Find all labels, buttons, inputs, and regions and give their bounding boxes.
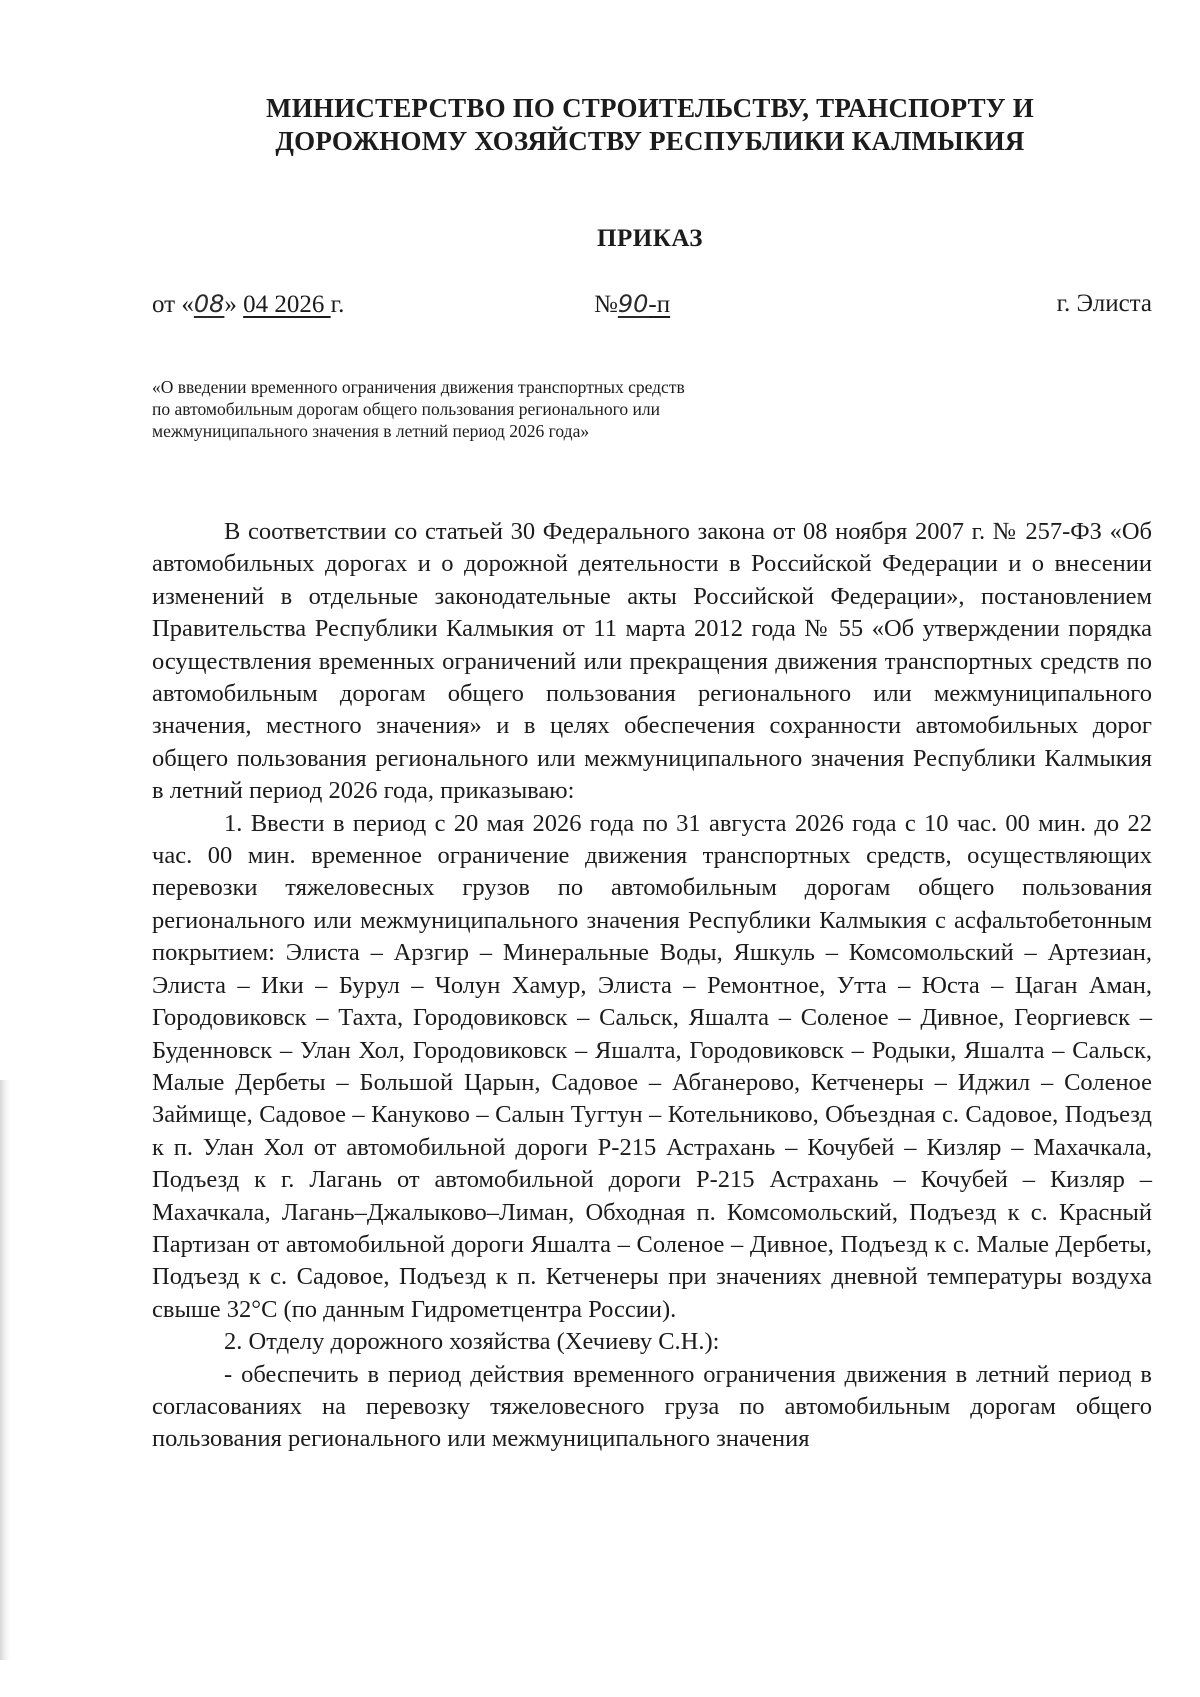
order-subject bbox=[152, 376, 832, 442]
date-day-handwritten: 08 bbox=[193, 290, 225, 318]
order-meta-row bbox=[152, 290, 1152, 324]
scan-edge-shadow bbox=[0, 1080, 10, 1660]
order-city: г. Элиста bbox=[1056, 290, 1152, 317]
date-month-year: 04 2026 bbox=[243, 291, 331, 318]
subject-line-1: «О введении временного ограничения движения транспортных средств bbox=[152, 377, 685, 397]
order-body bbox=[152, 516, 1152, 1456]
date-prefix: от « bbox=[152, 291, 194, 318]
order-date bbox=[152, 290, 344, 319]
date-mid: » bbox=[224, 291, 244, 318]
order-number bbox=[594, 290, 670, 319]
item-2-subparagraph: - обеспечить в период действия временного ограничения движения в летний период в согласованиях на перевозку тяжеловесного груза по автомобильным дорогам общего пользования регионального или межмуниципального значения bbox=[152, 1360, 1152, 1453]
ministry-heading bbox=[150, 92, 1150, 158]
preamble-paragraph: В соответствии со статьей 30 Федерального закона от 08 ноября 2007 г. № 257-ФЗ «Об автомобильных дорогах и о дорожной деятельности в Российской Федерации и о внесении изменений в отдельные законодательные акты Российской Федерации», постановлением Правительства Республики Калмыкия от 11 марта 2012 года № 55 «Об утверждении порядка осуществления временных ограничений или прекращения движения транспортных средств по автомобильным дорогам общего пользования регионального или межмуниципального значения, местного значения» и в целях обеспечения сохранности автомобильных дорог общего пользования регионального или межмуниципального значения Республики Калмыкия в летний период 2026 года, приказываю: bbox=[152, 518, 1152, 805]
ministry-heading-line-2: ДОРОЖНОМУ ХОЗЯЙСТВУ РЕСПУБЛИКИ КАЛМЫКИЯ bbox=[275, 126, 1025, 156]
subject-line-2: по автомобильным дорогам общего пользования регионального или bbox=[152, 399, 660, 419]
item-1-paragraph: 1. Ввести в период с 20 мая 2026 года по 31 августа 2026 года с 10 час. 00 мин. до 22 час. 00 мин. временное ограничение движения транспортных средств, осуществляющих перевозки тяжеловесных грузов по автомобильным дорогам общего пользования регионального или межмуниципального значения Республики Калмыкия с асфальтобетонным покрытием: Элиста – Арзгир – Минеральные Воды, Яшкуль – Комсомольский – Артезиан, Элиста – Ики – Бурул – Чолун Хамур, Элиста – Ремонтное, Утта – Юста – Цаган Аман, Городовиковск – Тахта, Городовиковск – Сальск, Яшалта – Соленое – Дивное, Георгиевск – Буденновск – Улан Хол, Городовиковск – Яшалта, Городовиковск – Родыки, Яшалта – Сальск, Малые Дербеты – Большой Царын, Садовое – Абганерово, Кетченеры – Иджил – Соленое Займище, Садовое – Кануково – Салын Тугтун – Котельниково, Объездная с. Садовое, Подъезд к п. Улан Хол от автомобильной дороги Р-215 Астрахань – Кочубей – Кизляр – Махачкала, Подъезд к г. Лагань от автомобильной дороги Р-215 Астрахань – Кочубей – Кизляр – Махачкала, Лагань–Джалыково–Лиман, Обходная п. Комсомольский, Подъезд к с. Красный Партизан от автомобильной дороги Яшалта – Соленое – Дивное, Подъезд к с. Малые Дербеты, Подъезд к с. Садовое, Подъезд к п. Кетченеры при значениях дневной температуры воздуха свыше 32°С (по данным Гидрометцентра России). bbox=[152, 809, 1152, 1323]
date-suffix: г. bbox=[330, 291, 345, 318]
document-type-title: ПРИКАЗ bbox=[597, 225, 703, 252]
ministry-heading-line-1: МИНИСТЕРСТВО ПО СТРОИТЕЛЬСТВУ, ТРАНСПОРТУ И bbox=[266, 93, 1034, 123]
number-value-handwritten: 90 bbox=[617, 290, 649, 318]
item-2-paragraph: 2. Отделу дорожного хозяйства (Хечиеву С.Н.): bbox=[224, 1328, 720, 1356]
number-prefix: № bbox=[594, 291, 618, 318]
subject-line-3: межмуниципального значения в летний период 2026 года» bbox=[152, 421, 590, 441]
number-suffix: -п bbox=[648, 291, 671, 318]
